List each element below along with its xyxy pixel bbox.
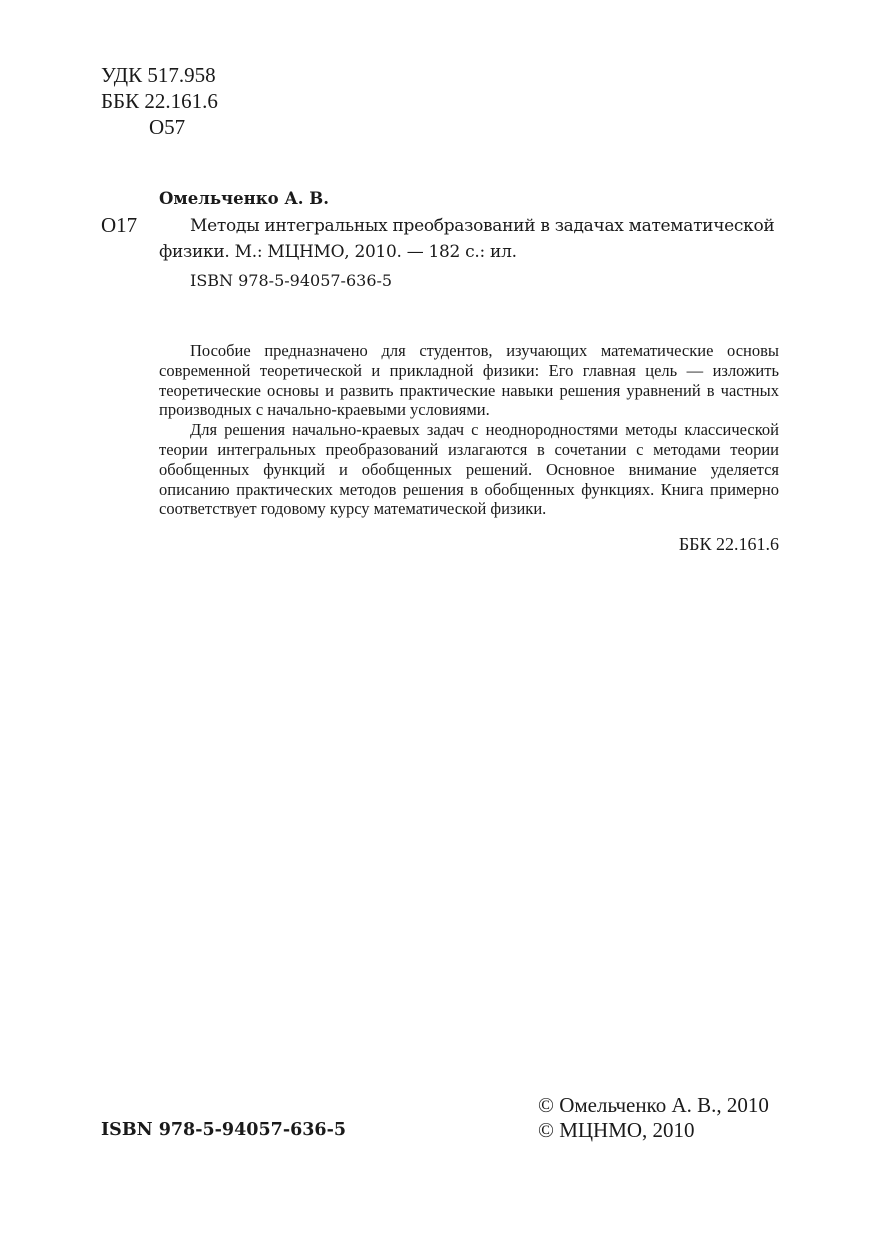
abstract-paragraph-2: Для решения начально-краевых задач с неоднородностями методы классической теории интегральных преобразований излагаются в сочетании с методами теории обобщенных функций и обобщенных решений. Основное внимание уделяется описанию практических методов решения в обобщенных функциях. Книга примерно соответствует годовому курсу математической физики. (159, 420, 779, 519)
copyright-author: © Омельченко А. В., 2010 (538, 1093, 769, 1117)
udk-code: УДК 517.958 (101, 63, 216, 87)
record-code: О17 (101, 213, 138, 237)
record-isbn: ISBN 978-5-94057-636-5 (190, 271, 393, 290)
abstract (159, 341, 779, 519)
bbk-code: ББК 22.161.6 (101, 89, 218, 113)
book-title-line-1: Методы интегральных преобразований в задачах математической (190, 216, 775, 236)
isbn-footer: ISBN 978-5-94057-636-5 (101, 1120, 347, 1140)
author-mark-code: О57 (149, 115, 186, 139)
author-name: Омельченко А. В. (159, 189, 329, 208)
copyright-publisher: © МЦНМО, 2010 (538, 1118, 695, 1142)
book-title-line-2: физики. М.: МЦНМО, 2010. — 182 с.: ил. (159, 242, 517, 262)
bbk-code-right: ББК 22.161.6 (678, 534, 779, 554)
abstract-paragraph-1: Пособие предназначено для студентов, изучающих математические основы современной теоретической и прикладной физики: Его главная цель — изложить теоретические основы и развить практические навыки решения уравнений в частных производных с начально-краевыми условиями. (159, 341, 779, 420)
